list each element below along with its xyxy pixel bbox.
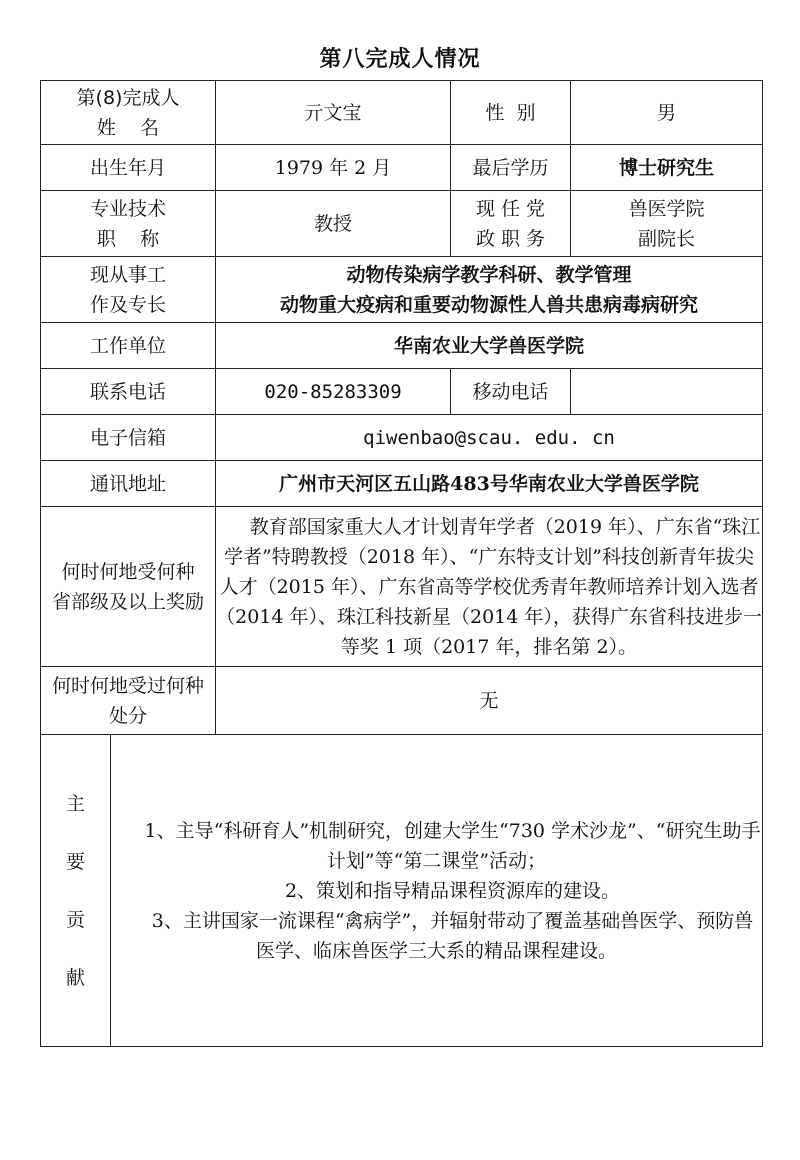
email-value: qiwenbao@scau. edu. cn [216, 415, 763, 461]
contribution-item: 2、策划和指导精品课程资源库的建设。 [284, 879, 621, 902]
party-post-value [571, 191, 763, 257]
contribution-item: 1、主导“科研育人”机制研究，创建大学生“730 学术沙龙”、“研究生助手计划”等“第二课堂”活动； [144, 819, 761, 872]
row-email [41, 415, 763, 461]
contributions-label-char: 贡 [65, 908, 85, 931]
specialty-label-line1: 现从事工 [90, 263, 167, 286]
penalties-label-line1: 何时何地受过何种 [52, 674, 205, 697]
professional-title-value: 教授 [216, 191, 451, 257]
row-birth [41, 145, 763, 191]
row-contributions [41, 735, 763, 1047]
gender-label: 性 别 [451, 81, 571, 145]
contributions-value [111, 735, 763, 1047]
awards-label-line2: 省部级及以上奖励 [52, 590, 205, 613]
personal-info-table [40, 80, 763, 1047]
contributions-label-char: 主 [65, 792, 85, 815]
party-post-label [451, 191, 571, 257]
penalties-label-line2: 处分 [109, 704, 148, 727]
penalties-value: 无 [216, 667, 763, 735]
awards-value: 教育部国家重大人才计划青年学者（2019 年）、广东省“珠江学者”特聘教授（2018 年）、“广东特支计划”科技创新青年拔尖人才（2015 年）、广东省高等学校优秀青年教师培养计划入选者（2014 年）、珠江科技新星（2014 年），获得广东省科技进步一等奖 1 项（2017 年，排名第 2）。 [216, 507, 763, 667]
phone-value: 020-85283309 [216, 369, 451, 415]
contributions-label-char: 献 [65, 966, 85, 989]
specialty-label [41, 257, 216, 323]
professional-title-label-line2: 职 称 [96, 227, 160, 250]
page-title: 第八完成人情况 [319, 47, 481, 72]
professional-title-label [41, 191, 216, 257]
party-post-value-line1: 兽医学院 [628, 197, 705, 220]
awards-label-line1: 何时何地受何种 [61, 560, 195, 583]
party-post-label-line1: 现 任 党 [475, 197, 546, 220]
education-label: 最后学历 [451, 145, 571, 191]
row-address [41, 461, 763, 507]
phone-label: 联系电话 [41, 369, 216, 415]
address-value: 广州市天河区五山路483号华南农业大学兽医学院 [216, 461, 763, 507]
specialty-value-line1: 动物传染病学教学科研、教学管理 [346, 263, 632, 286]
birth-value: 1979 年 2 月 [216, 145, 451, 191]
penalties-label [41, 667, 216, 735]
party-post-label-line2: 政 职 务 [475, 227, 546, 250]
name-label [41, 81, 216, 145]
email-label: 电子信箱 [41, 415, 216, 461]
mobile-value [571, 369, 763, 415]
education-value: 博士研究生 [571, 145, 763, 191]
employer-label: 工作单位 [41, 323, 216, 369]
row-phone [41, 369, 763, 415]
row-penalties [41, 667, 763, 735]
specialty-label-line2: 作及专长 [90, 293, 167, 316]
professional-title-label-line1: 专业技术 [90, 197, 167, 220]
employer-value: 华南农业大学兽医学院 [216, 323, 763, 369]
name-label-line1: 第(8)完成人 [76, 86, 180, 109]
name-label-line2: 姓 名 [96, 116, 160, 139]
contributions-label [41, 735, 111, 1047]
birth-label: 出生年月 [41, 145, 216, 191]
specialty-value [216, 257, 763, 323]
row-name [41, 81, 763, 145]
row-title [41, 191, 763, 257]
row-awards [41, 507, 763, 667]
gender-value: 男 [571, 81, 763, 145]
address-label: 通讯地址 [41, 461, 216, 507]
awards-label [41, 507, 216, 667]
name-value: 亓文宝 [216, 81, 451, 145]
mobile-label: 移动电话 [451, 369, 571, 415]
party-post-value-line2: 副院长 [638, 227, 696, 250]
contribution-item: 3、主讲国家一流课程“禽病学”，并辐射带动了覆盖基础兽医学、预防兽医学、临床兽医学三大系的精品课程建设。 [151, 909, 754, 962]
row-specialty [41, 257, 763, 323]
contributions-label-char: 要 [65, 850, 85, 873]
specialty-value-line2: 动物重大疫病和重要动物源性人兽共患病毒病研究 [280, 293, 699, 316]
row-employer [41, 323, 763, 369]
